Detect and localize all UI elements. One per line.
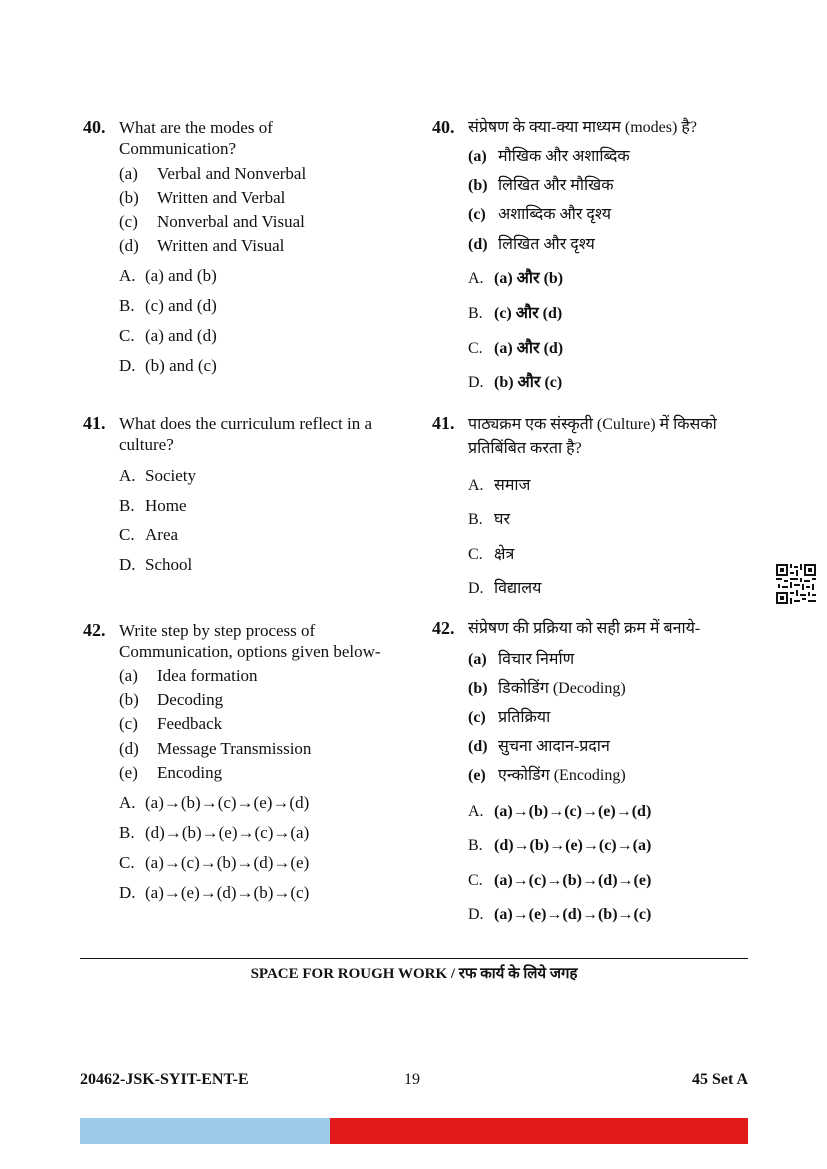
question-number: 42. (432, 618, 455, 638)
question-text: संप्रेषण की प्रक्रिया को सही क्रम में बनाये- (468, 620, 701, 637)
answer-c: C. (a) और (d) (468, 340, 564, 357)
option-e: (e) Encoding (119, 763, 223, 782)
answer-c: C. (a)→(c)→(b)→(d)→(e) (468, 872, 652, 889)
option-c: (c) Feedback (119, 714, 223, 733)
option-e: (e) एन्कोडिंग (Encoding) (468, 767, 626, 784)
booklet-code: 20462-JSK-SYIT-ENT-E (80, 1071, 249, 1088)
option-d: (d) Written and Visual (119, 236, 285, 255)
answer-d: D. (b) और (c) (468, 374, 563, 391)
answer-a: A. (a)→(b)→(c)→(e)→(d) (119, 793, 310, 812)
answer-d: D. (b) and (c) (119, 356, 217, 375)
answer-b: B. (c) and (d) (119, 296, 217, 315)
set-label: 45 Set A (692, 1071, 748, 1088)
question-text: What are the modes of Communication? (119, 118, 273, 158)
option-a: (a) मौखिक और अशाब्दिक (468, 148, 630, 165)
answer-b: B. Home (119, 496, 187, 515)
question-41-en (83, 413, 403, 574)
question-number: 40. (432, 117, 455, 137)
option-a: (a) Verbal and Nonverbal (119, 164, 307, 183)
question-40-en (83, 117, 403, 375)
rough-work-label: SPACE FOR ROUGH WORK / रफ कार्य के लिये जगह (250, 966, 578, 982)
answer-a: A. (a) and (b) (119, 266, 217, 285)
option-a: (a) विचार निर्माण (468, 651, 575, 668)
question-42-hi (432, 618, 752, 923)
question-number: 41. (432, 413, 455, 433)
answer-d: D. विद्यालय (468, 580, 542, 597)
option-d: (d) सुचना आदान-प्रदान (468, 738, 610, 755)
divider-line (80, 958, 748, 959)
answer-b: B. (d)→(b)→(e)→(c)→(a) (119, 823, 310, 842)
option-b: (b) Written and Verbal (119, 188, 286, 207)
answer-c: C. (a)→(c)→(b)→(d)→(e) (119, 853, 310, 872)
question-40-hi (432, 117, 752, 391)
answer-b: B. घर (468, 511, 511, 528)
option-c: (c) प्रतिक्रिया (468, 709, 551, 726)
option-d: (d) लिखित और दृश्य (468, 236, 595, 253)
answer-c: C. Area (119, 525, 179, 544)
answer-d: D. School (119, 555, 193, 574)
footer-bar-blue (80, 1118, 330, 1144)
question-41-hi (432, 413, 752, 597)
option-c: (c) Nonverbal and Visual (119, 212, 305, 231)
question-number: 41. (83, 413, 106, 433)
answer-a: A. Society (119, 466, 196, 485)
question-number: 42. (83, 620, 106, 640)
question-text: Write step by step process of Communication, options given below- (119, 621, 381, 661)
question-text: What does the curriculum reflect in a culture? (119, 414, 372, 454)
footer-bar-red (330, 1118, 748, 1144)
answer-c: C. क्षेत्र (468, 546, 515, 563)
answer-d: D. (a)→(e)→(d)→(b)→(c) (468, 906, 652, 923)
question-number: 40. (83, 117, 106, 137)
question-42-en (83, 620, 403, 902)
option-b: (b) लिखित और मौखिक (468, 177, 614, 194)
answer-a: A. समाज (468, 477, 531, 494)
question-text: पाठ्यक्रम एक संस्कृती (Culture) में किसको प्रतिबिंबित करता है? (468, 416, 717, 457)
page-number: 19 (404, 1071, 420, 1088)
answer-c: C. (a) and (d) (119, 326, 217, 345)
option-b: (b) Decoding (119, 690, 224, 709)
option-a: (a) Idea formation (119, 666, 258, 685)
answer-d: D. (a)→(e)→(d)→(b)→(c) (119, 883, 310, 902)
question-text: संप्रेषण के क्या-क्या माध्यम (modes) है? (468, 119, 697, 136)
option-d: (d) Message Transmission (119, 739, 312, 758)
option-c: (c) अशाब्दिक और दृश्य (468, 206, 611, 223)
answer-b: B. (d)→(b)→(e)→(c)→(a) (468, 837, 652, 854)
option-b: (b) डिकोडिंग (Decoding) (468, 680, 626, 697)
answer-a: A. (a)→(b)→(c)→(e)→(d) (468, 803, 652, 820)
qr-code-icon (776, 564, 816, 604)
answer-b: B. (c) और (d) (468, 305, 563, 322)
answer-a: A. (a) और (b) (468, 270, 564, 287)
